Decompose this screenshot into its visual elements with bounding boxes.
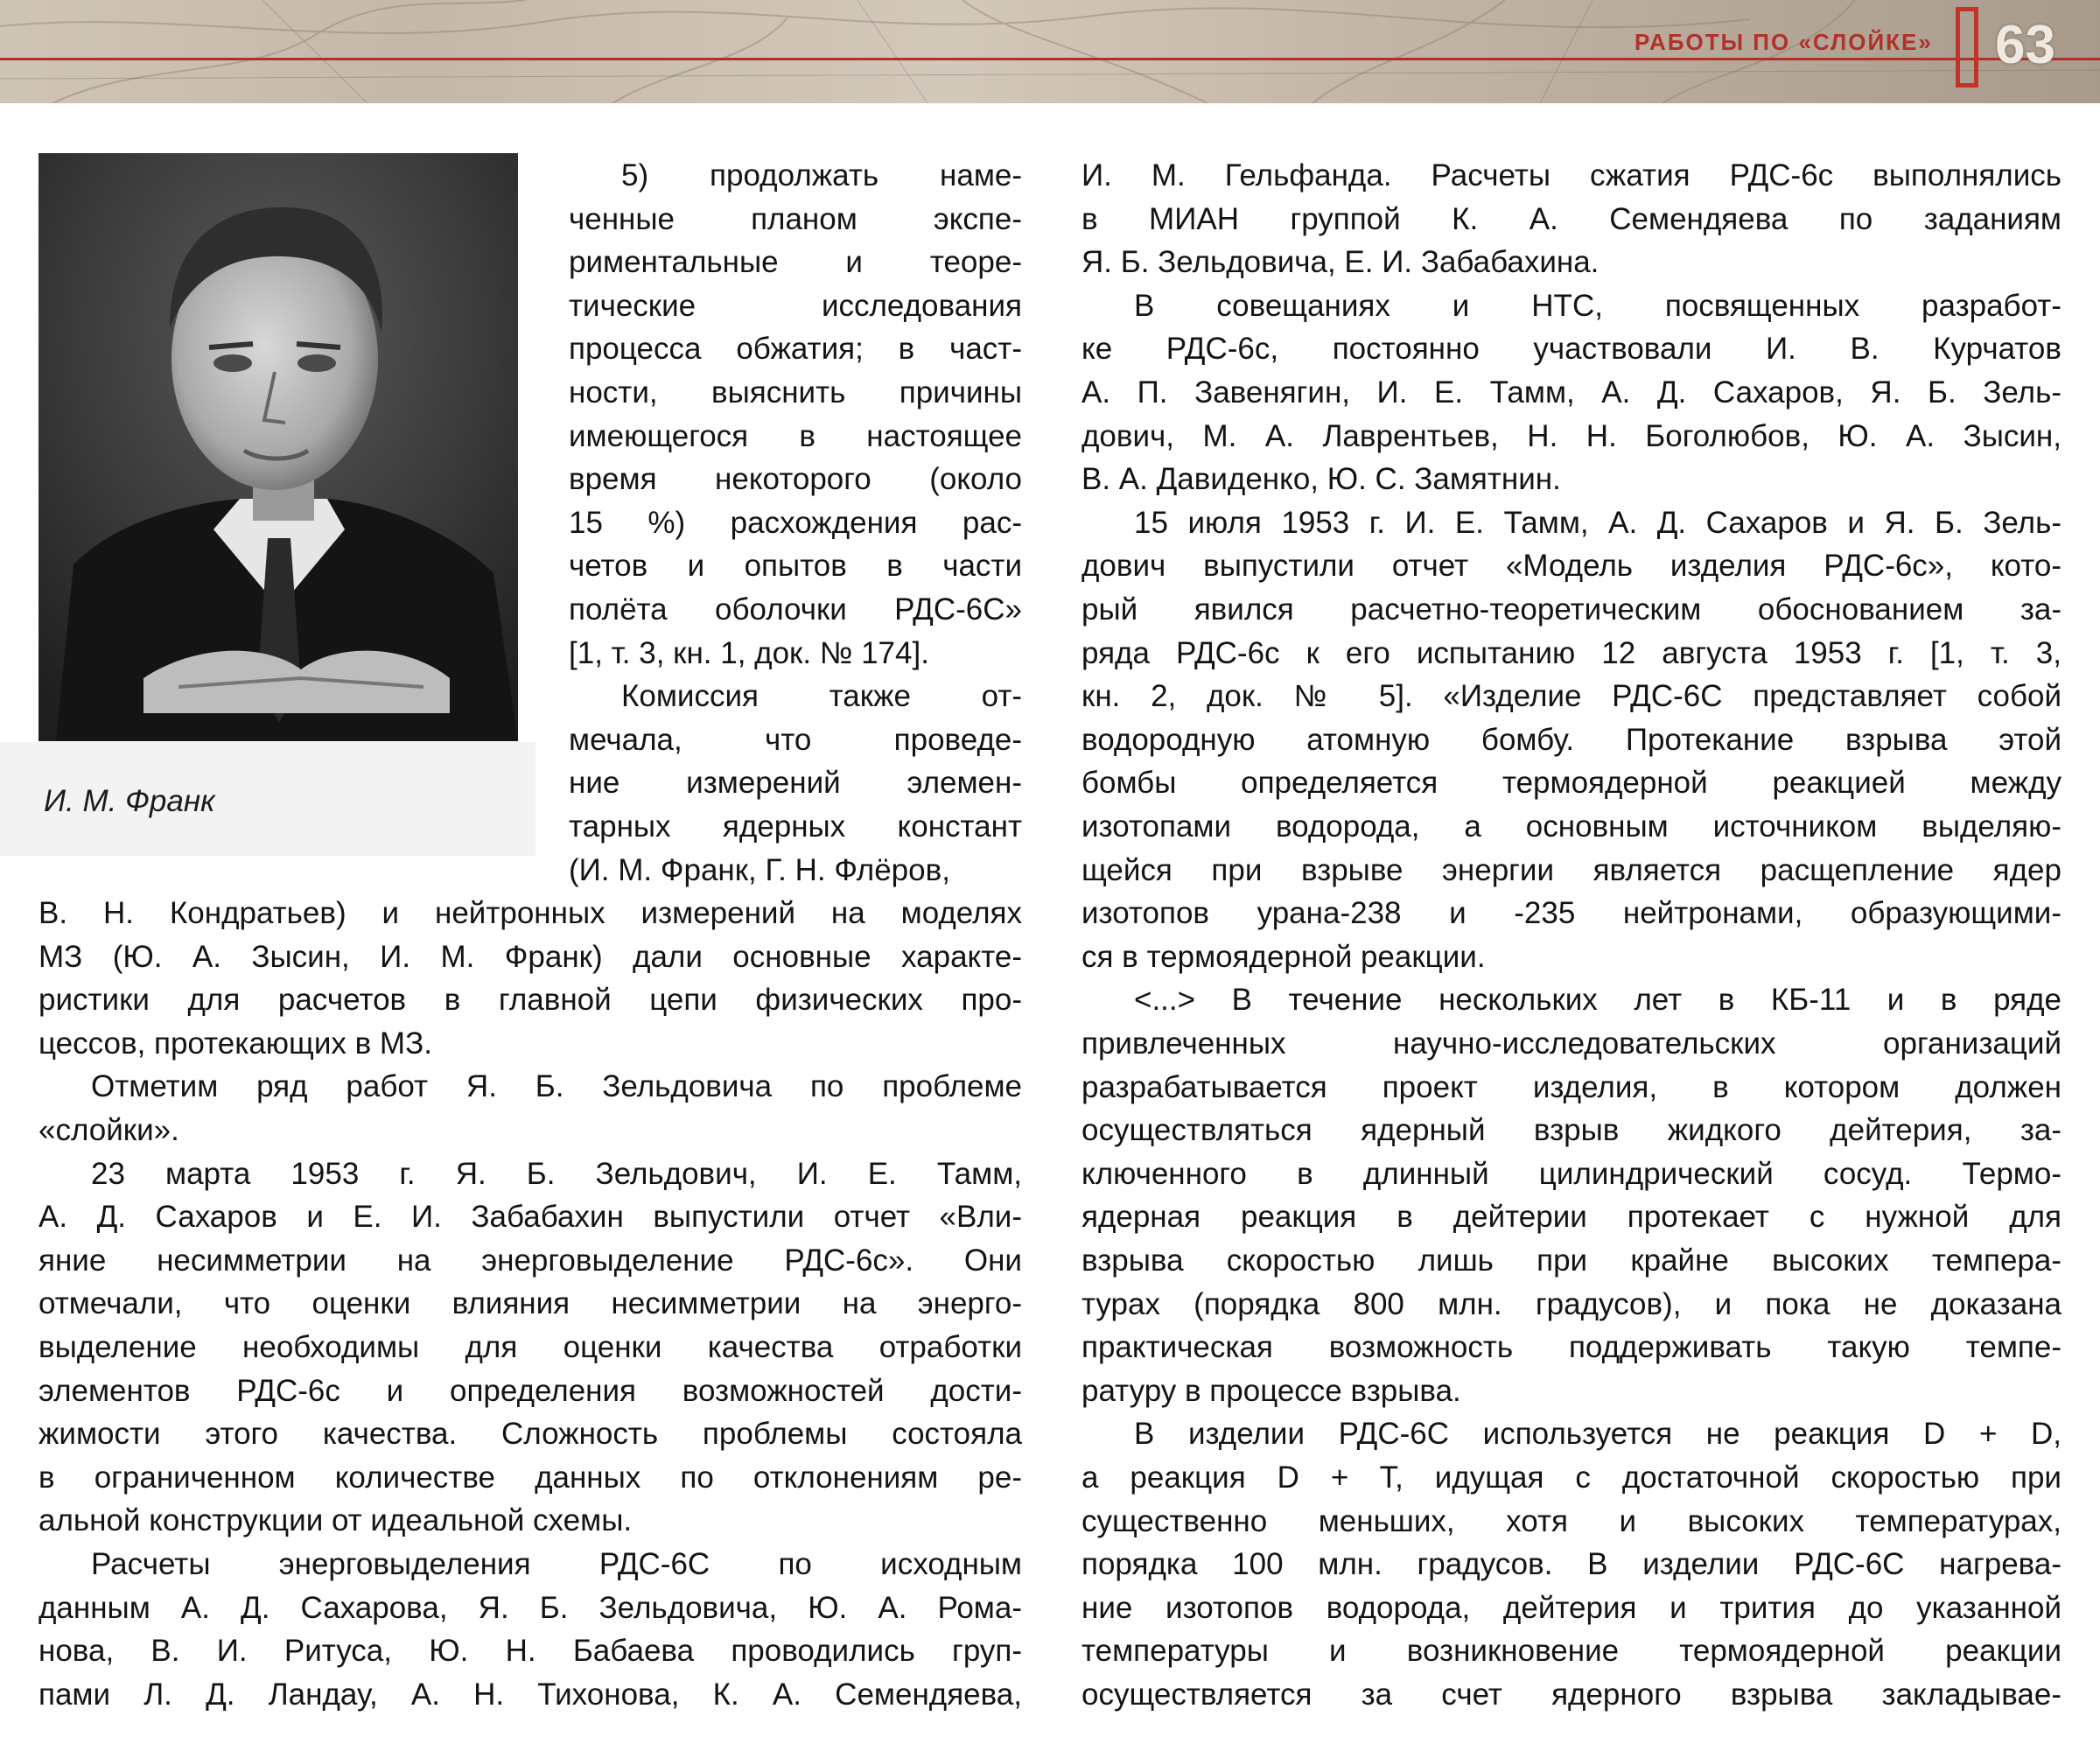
text-line: ченные планом экспе- bbox=[569, 202, 1022, 236]
text-line: В. Н. Кондратьев) и нейтронных измерений на моделях bbox=[38, 896, 1022, 930]
text-line: А. Д. Сахаров и Е. И. Забабахин выпустили отчет «Вли- bbox=[38, 1200, 1022, 1234]
text-line: осуществляется за счет ядерного взрыва закладывае- bbox=[1082, 1677, 2062, 1712]
page-number: 63 bbox=[1995, 15, 2055, 75]
text-line: В. А. Давиденко, Ю. С. Замятнин. bbox=[1082, 462, 1561, 496]
text-line: Расчеты энерговыделения РДС-6С по исходным bbox=[91, 1547, 1022, 1581]
text-line: ние изотопов водорода, дейтерия и трития до указанной bbox=[1082, 1591, 2062, 1625]
text-line: <...> В течение нескольких лет в КБ-11 и в ряде bbox=[1134, 983, 2062, 1017]
photo-caption: И. М. Франк bbox=[44, 784, 215, 818]
text-line: изотопов урана-238 и -235 нейтронами, образующими- bbox=[1082, 896, 2062, 930]
text-line: нова, В. И. Ритуса, Ю. Н. Бабаева проводились груп- bbox=[38, 1634, 1022, 1668]
text-line: ратуру в процессе взрыва. bbox=[1082, 1374, 1461, 1408]
text-line: в ограниченном количестве данных по отклонениям ре- bbox=[38, 1460, 1022, 1495]
text-line: полёта оболочки РДС-6С» bbox=[569, 592, 1022, 627]
text-line: яние несимметрии на энерговыделение РДС-6с». Они bbox=[38, 1243, 1022, 1278]
text-line: изотопами водорода, а основным источником выделяю- bbox=[1082, 809, 2062, 844]
text-line: отмечали, что оценки влияния несимметрии на энерго- bbox=[38, 1286, 1022, 1320]
text-line: ние измерений элемен- bbox=[569, 766, 1022, 800]
text-line: в МИАН группой К. А. Семендяева по заданиям bbox=[1082, 202, 2062, 236]
header-marker-box bbox=[1956, 7, 1978, 88]
text-line: порядка 100 млн. градусов. В изделии РДС-6С нагрева- bbox=[1082, 1547, 2062, 1581]
text-line: выделение необходимы для оценки качества отработки bbox=[38, 1330, 1022, 1364]
text-line: бомбы определяется термоядерной реакцией между bbox=[1082, 766, 2062, 800]
text-line: имеющегося в настоящее bbox=[569, 419, 1022, 453]
text-line: процесса обжатия; в част- bbox=[569, 332, 1022, 366]
text-line: тарных ядерных констант bbox=[569, 809, 1022, 844]
text-line: мечала, что проведе- bbox=[569, 723, 1022, 757]
text-line: В совещаниях и НТС, посвященных разработ- bbox=[1134, 289, 2062, 323]
page-header bbox=[0, 0, 2100, 103]
text-line: турах (порядка 800 млн. градусов), и пока не доказана bbox=[1082, 1287, 2062, 1321]
text-line: ключенного в длинный цилиндрический сосуд. Термо- bbox=[1082, 1157, 2062, 1191]
text-line: В изделии РДС-6С используется не реакция D + D, bbox=[1134, 1417, 2062, 1451]
text-line: «слойки». bbox=[38, 1113, 179, 1147]
text-line: 23 марта 1953 г. Я. Б. Зельдович, И. Е. Тамм, bbox=[91, 1157, 1022, 1191]
text-line: существенно меньших, хотя и высоких температурах, bbox=[1082, 1504, 2062, 1538]
text-line: рый явился расчетно-теоретическим обоснованием за- bbox=[1082, 592, 2062, 627]
text-line: Отметим ряд работ Я. Б. Зельдовича по проблеме bbox=[91, 1069, 1022, 1103]
text-line: МЗ (Ю. А. Зысин, И. М. Франк) дали основные характе- bbox=[38, 940, 1022, 974]
text-line: риментальные и теоре- bbox=[569, 245, 1022, 279]
text-line: Комиссия также от- bbox=[621, 679, 1022, 713]
text-line: пами Л. Д. Ландау, А. Н. Тихонова, К. А. Семендяева, bbox=[38, 1677, 1022, 1712]
text-line: данным А. Д. Сахарова, Я. Б. Зельдовича, Ю. А. Рома- bbox=[38, 1591, 1022, 1625]
text-line: (И. М. Франк, Г. Н. Флёров, bbox=[569, 853, 950, 887]
text-line: температуры и возникновение термоядерной реакции bbox=[1082, 1634, 2062, 1668]
text-line: ристики для расчетов в главной цепи физических про- bbox=[38, 983, 1022, 1017]
text-line: практическая возможность поддерживать такую темпе- bbox=[1082, 1330, 2062, 1364]
text-line: ке РДС-6с, постоянно участвовали И. В. Курчатов bbox=[1082, 332, 2062, 366]
text-line: жимости этого качества. Сложность проблемы состояла bbox=[38, 1417, 1022, 1451]
text-line: ности, выяснить причины bbox=[569, 375, 1022, 410]
text-line: четов и опытов в части bbox=[569, 549, 1022, 583]
text-line: 5) продолжать наме- bbox=[621, 158, 1022, 193]
text-line: А. П. Завенягин, И. Е. Тамм, А. Д. Сахаров, Я. Б. Зель- bbox=[1082, 375, 2062, 410]
text-line: тические исследования bbox=[569, 289, 1022, 323]
text-line: ся в термоядерной реакции. bbox=[1082, 940, 1486, 974]
text-line: элементов РДС-6с и определения возможностей дости- bbox=[38, 1374, 1022, 1408]
text-line: Я. Б. Зельдовича, Е. И. Забабахина. bbox=[1082, 245, 1600, 279]
text-line: взрыва скоростью лишь при крайне высоких темпера- bbox=[1082, 1243, 2062, 1278]
text-line: ядерная реакция в дейтерии протекает с нужной для bbox=[1082, 1200, 2062, 1234]
text-line: осуществляться ядерный взрыв жидкого дейтерия, за- bbox=[1082, 1113, 2062, 1147]
text-line: водородную атомную бомбу. Протекание взрыва этой bbox=[1082, 723, 2062, 757]
text-line: кн. 2, док. № 5]. «Изделие РДС-6С представляет собой bbox=[1082, 679, 2062, 713]
text-line: 15 июля 1953 г. И. Е. Тамм, А. Д. Сахаров и Я. Б. Зель- bbox=[1134, 506, 2062, 540]
text-line: разрабатывается проект изделия, в котором должен bbox=[1082, 1070, 2062, 1104]
text-line: И. М. Гельфанда. Расчеты сжатия РДС-6с выполнялись bbox=[1082, 158, 2062, 193]
text-line: привлеченных научно-исследовательских организаций bbox=[1082, 1026, 2062, 1061]
text-line: 15 %) расхождения рас- bbox=[569, 506, 1022, 540]
text-line: а реакция D + T, идущая с достаточной скоростью при bbox=[1082, 1460, 2062, 1495]
text-line: альной конструкции от идеальной схемы. bbox=[38, 1503, 633, 1537]
portrait-illustration bbox=[38, 153, 518, 741]
text-line: [1, т. 3, кн. 1, док. № 174]. bbox=[569, 636, 929, 670]
text-line: щейся при взрыве энергии является расщепление ядер bbox=[1082, 853, 2062, 887]
text-line: цессов, протекающих в МЗ. bbox=[38, 1026, 432, 1061]
portrait-photo bbox=[38, 153, 518, 741]
text-line: дович, М. А. Лаврентьев, Н. Н. Боголюбов, Ю. А. Зысин, bbox=[1082, 419, 2062, 453]
section-title: РАБОТЫ ПО «СЛОЙКЕ» bbox=[1634, 29, 1933, 55]
text-line: ряда РДС-6с к его испытанию 12 августа 1953 г. [1, т. 3, bbox=[1082, 636, 2062, 670]
text-line: дович выпустили отчет «Модель изделия РДС-6с», кото- bbox=[1082, 549, 2062, 583]
text-line: время некоторого (около bbox=[569, 462, 1022, 496]
